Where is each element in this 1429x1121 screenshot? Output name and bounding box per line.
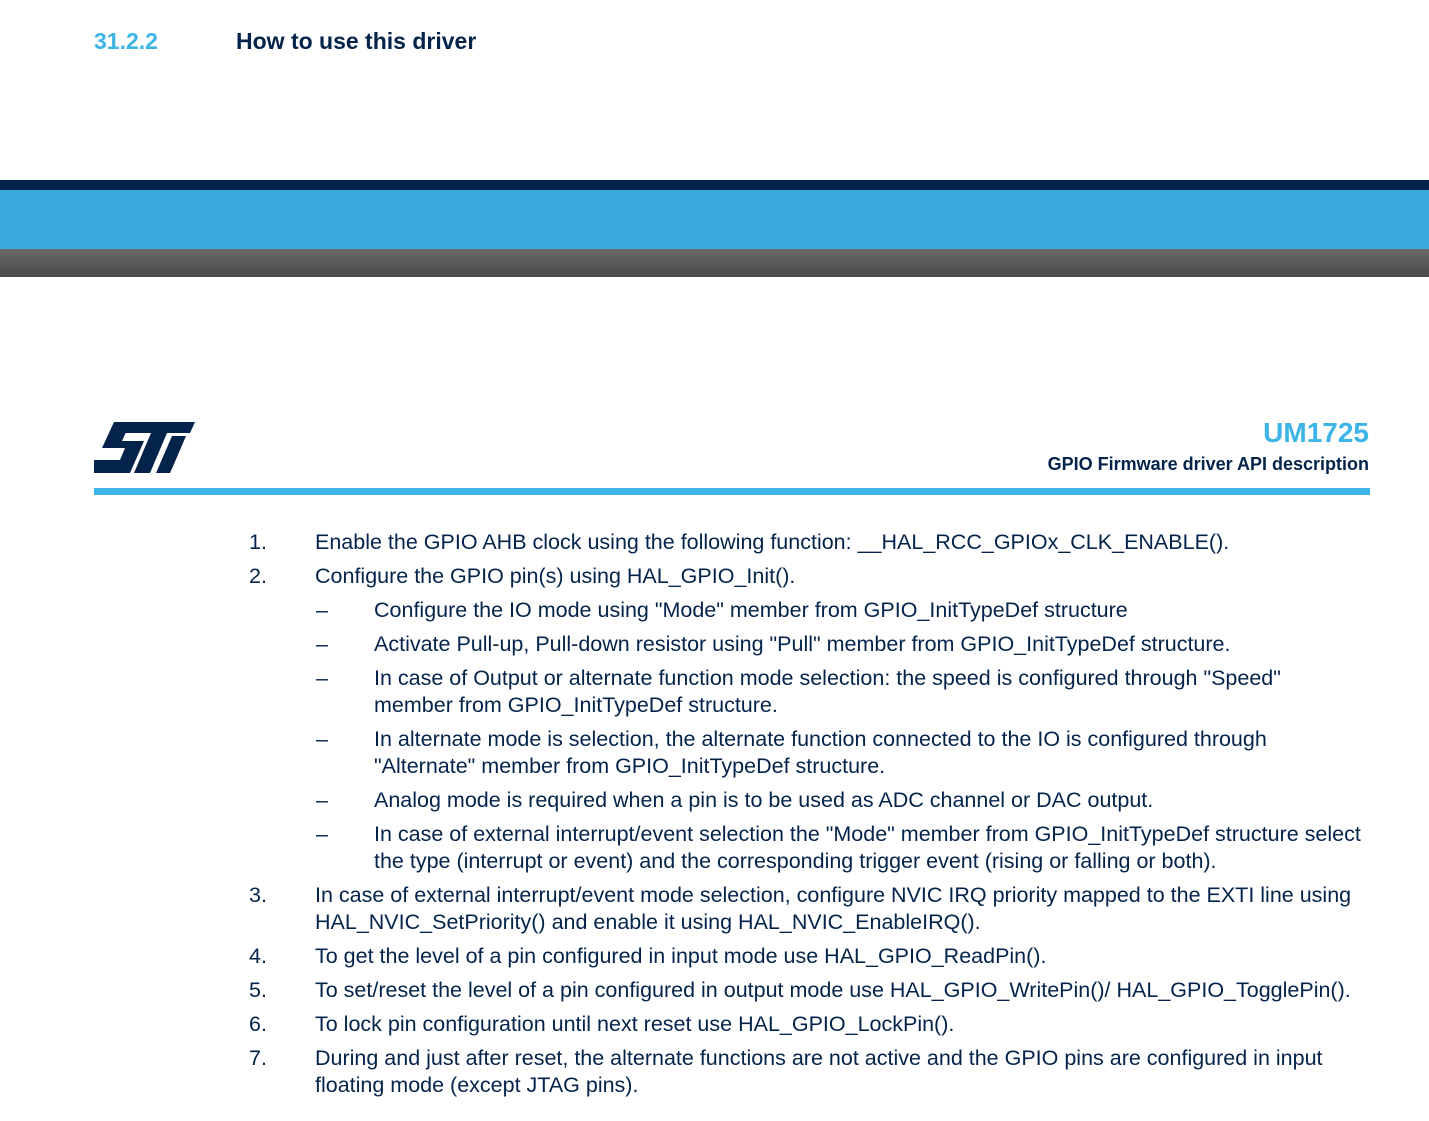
sub-list-item-text: Configure the IO mode using "Mode" member from GPIO_InitTypeDef structure <box>374 598 1128 622</box>
list-item-text: To lock pin configuration until next reset use HAL_GPIO_LockPin(). <box>315 1012 955 1036</box>
footer-page-number: page 446/2227 <box>1260 390 1369 407</box>
list-item-number: 3. <box>249 883 267 907</box>
list-item-number: 1. <box>249 530 267 554</box>
sub-list-item <box>0 631 1429 658</box>
sub-list-item-text: In case of external interrupt/event selection the "Mode" member from GPIO_InitTypeDef structure select the type (interrupt or event) and the corresponding trigger event (rising or falling or both). <box>374 822 1361 873</box>
dash-bullet: – <box>316 727 328 751</box>
sub-list-item-text: Analog mode is required when a pin is to be used as ADC channel or DAC output. <box>374 788 1154 812</box>
list-item-text: To get the level of a pin configured in input mode use HAL_GPIO_ReadPin(). <box>315 944 1047 968</box>
list-item-number: 6. <box>249 1012 267 1036</box>
list-item-number: 4. <box>249 944 267 968</box>
footer-doc-revision: UM1725 - Rev 8 <box>94 388 212 405</box>
sub-list-item <box>0 726 1429 780</box>
sub-list-item-text: In case of Output or alternate function mode selection: the speed is configured through "Speed" member from GPIO_InitTypeDef structure. <box>374 666 1281 717</box>
usage-steps-list <box>0 529 1429 1106</box>
section-number: 31.2.2 <box>94 28 158 54</box>
dash-bullet: – <box>316 788 328 812</box>
list-item <box>0 1011 1429 1038</box>
list-item <box>0 529 1429 556</box>
list-item <box>0 563 1429 590</box>
sub-list-item-text: Activate Pull-up, Pull-down resistor using "Pull" member from GPIO_InitTypeDef structure. <box>374 632 1231 656</box>
list-item-text: To set/reset the level of a pin configured in output mode use HAL_GPIO_WritePin()/ HAL_GPIO_TogglePin(). <box>315 978 1351 1002</box>
document-subtitle: GPIO Firmware driver API description <box>1047 454 1369 474</box>
dash-bullet: – <box>316 822 328 846</box>
sub-list-item <box>0 787 1429 814</box>
list-item <box>0 977 1429 1004</box>
dash-bullet: – <box>316 666 328 690</box>
dash-bullet: – <box>316 598 328 622</box>
list-item <box>0 943 1429 970</box>
list-item <box>0 882 1429 936</box>
document-id: UM1725 <box>1263 417 1369 448</box>
list-item-text: During and just after reset, the alternate functions are not active and the GPIO pins are configured in input floating mode (except JTAG pins). <box>315 1046 1323 1097</box>
list-item-number: 2. <box>249 564 267 588</box>
page-separator <box>0 249 1429 277</box>
header-rule <box>94 488 1370 495</box>
sub-list-item-text: In alternate mode is selection, the alternate function connected to the IO is configured through "Alternate" member from GPIO_InitTypeDef structure. <box>374 727 1267 778</box>
sub-list-item <box>0 821 1429 875</box>
list-item-text: Configure the GPIO pin(s) using HAL_GPIO_Init(). <box>315 564 796 588</box>
footer-top-band <box>0 180 1429 190</box>
section-title: How to use this driver <box>236 28 477 54</box>
page-footer <box>0 190 1429 407</box>
sub-list-item <box>0 665 1429 719</box>
list-item-text: Enable the GPIO AHB clock using the following function: __HAL_RCC_GPIOx_CLK_ENABLE(). <box>315 530 1230 554</box>
list-item <box>0 1045 1429 1099</box>
list-item-number: 5. <box>249 978 267 1002</box>
dash-bullet: – <box>316 632 328 656</box>
st-logo-icon <box>94 420 196 475</box>
sub-list-item <box>0 597 1429 624</box>
list-item-number: 7. <box>249 1046 267 1070</box>
list-item-text: In case of external interrupt/event mode selection, configure NVIC IRQ priority mapped to the EXTI line using HAL_NVIC_SetPriority() and enable it using HAL_NVIC_EnableIRQ(). <box>315 883 1352 934</box>
